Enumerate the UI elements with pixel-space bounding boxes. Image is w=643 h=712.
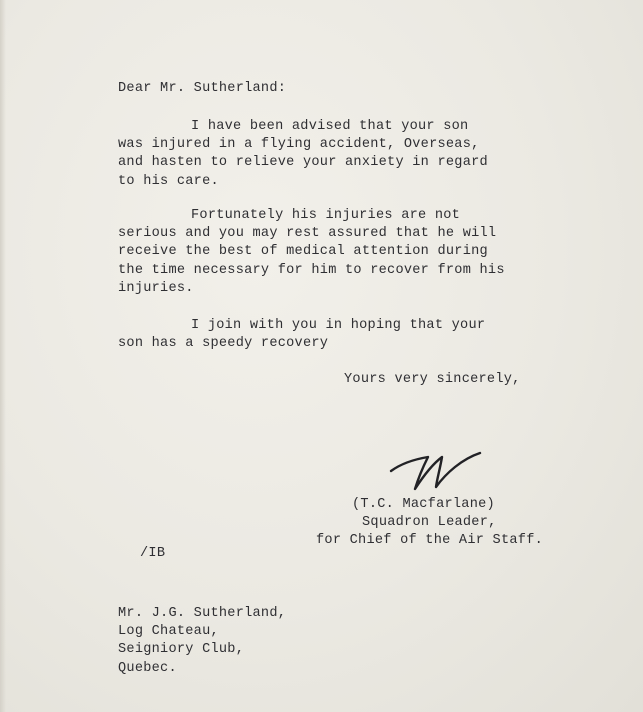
paragraph-line: the time necessary for him to recover from his	[118, 262, 505, 278]
paragraph-line: I have been advised that your son	[191, 119, 469, 134]
signer-office: for Chief of the Air Staff.	[316, 533, 544, 548]
paragraph-line: injuries.	[118, 280, 194, 296]
address-line: Log Chateau,	[118, 624, 219, 640]
reference-initials: /IB	[140, 546, 166, 561]
signer-name: (T.C. Macfarlane)	[352, 497, 495, 512]
paragraph-line: receive the best of medical attention during	[118, 244, 488, 260]
paragraph-2	[118, 207, 505, 298]
address-line: Mr. J.G. Sutherland,	[118, 606, 287, 621]
signer-rank: Squadron Leader,	[362, 515, 497, 530]
paragraph-line: to his care.	[118, 173, 219, 189]
recipient-address	[118, 605, 286, 678]
paragraph-line: Fortunately his injuries are not	[191, 208, 461, 223]
address-line: Seigniory Club,	[118, 642, 245, 658]
handwritten-signature	[388, 449, 488, 497]
paragraph-3	[118, 317, 485, 353]
paragraph-line: son has a speedy recovery	[118, 336, 329, 352]
paragraph-line: serious and you may rest assured that he will	[118, 226, 497, 242]
closing: Yours very sincerely,	[344, 372, 521, 387]
address-line: Quebec.	[118, 660, 177, 676]
paragraph-line: and hasten to relieve your anxiety in regard	[118, 155, 488, 171]
paragraph-1	[118, 118, 488, 191]
paragraph-line: I join with you in hoping that your	[191, 318, 486, 333]
paragraph-line: was injured in a flying accident, Overseas,	[118, 137, 480, 153]
salutation: Dear Mr. Sutherland:	[118, 81, 287, 96]
